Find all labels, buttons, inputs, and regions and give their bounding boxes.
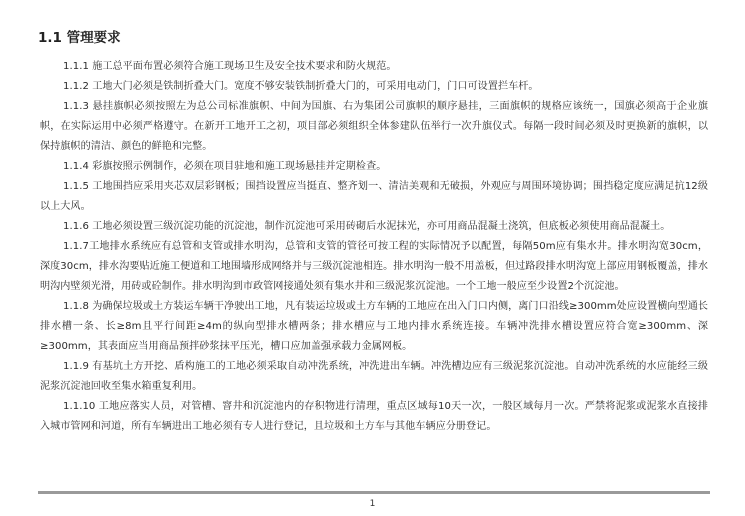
clause-1-1-2: 1.1.2 工地大门必须是铁制折叠大门。宽度不够安装铁制折叠大门的，可采用电动门，门口可设置拦车杆。 bbox=[63, 81, 539, 92]
clause-1-1-4: 1.1.4 彩旗按照示例制作，必须在项目驻地和施工现场悬挂并定期检查。 bbox=[63, 161, 387, 172]
page-number: 1 bbox=[369, 499, 376, 509]
section-body bbox=[40, 57, 708, 437]
clause-1-1-6: 1.1.6 工地必须设置三级沉淀功能的沉淀池，制作沉淀池可采用砖砌后水泥抹光，亦可用商品混凝土浇筑，但底板必须使用商品混凝土。 bbox=[63, 221, 671, 232]
clause-1-1-3: 1.1.3 悬挂旗帜必须按照左为总公司标准旗帜、中间为国旗、右为集团公司旗帜的顺序悬挂，三面旗帜的规格应该统一，国旗必须高于企业旗帜，在实际运用中必须严格遵守。在新开工地开工之初，项目部必须组织全体参建队伍举行一次升旗仪式。每隔一段时间必须及时更换新的旗帜，以保持旗帜的清洁、颜色的鲜艳和完整。 bbox=[40, 101, 708, 152]
clause-1-1-1: 1.1.1 施工总平面布置必须符合施工现场卫生及安全技术要求和防火规范。 bbox=[63, 61, 397, 72]
clause-1-1-10: 1.1.10 工地应落实人员，对管槽、窨井和沉淀池内的存积物进行清理，重点区域每10天一次，一般区域每月一次。严禁将泥浆或泥浆水直接排入城市管网和河道，所有车辆进出工地必须有专人进行登记，且垃圾和土方车与其他车辆应分册登记。 bbox=[40, 401, 708, 432]
section-title: 1.1 管理要求 bbox=[38, 30, 121, 46]
clause-1-1-8: 1.1.8 为确保垃圾或土方装运车辆干净驶出工地，凡有装运垃圾或土方车辆的工地应在出入门口内侧，离门口沿线≥300mm处应设置横向型通长排水槽一条、长≥8m且平行间距≥4m的纵向型排水槽两条；排水槽应与工地内排水系统连接。车辆冲洗排水槽设置应符合宽≥300mm、深≥300mm，其表面应当用商品预拌砂浆抹平压光，槽口应加盖强承载力金属网板。 bbox=[40, 301, 708, 352]
clause-1-1-5: 1.1.5 工地围挡应采用夹芯双层彩钢板；围挡设置应当挺直、整齐划一、清洁美观和无破损，外观应与周围环境协调；围挡稳定度应满足抗12级以上大风。 bbox=[40, 181, 708, 212]
footer-divider bbox=[38, 491, 710, 494]
clause-1-1-9: 1.1.9 有基坑土方开挖、盾构施工的工地必须采取自动冲洗系统，冲洗进出车辆。冲洗槽边应有三级泥浆沉淀池。自动冲洗系统的水应能经三级泥浆沉淀池回收至集水箱重复利用。 bbox=[40, 361, 708, 392]
clause-1-1-7: 1.1.7工地排水系统应有总管和支管或排水明沟，总管和支管的管径可按工程的实际情况予以配置，每隔50m应有集水井。排水明沟宽30cm，深度30cm，排水沟要贴近施工便道和工地围墙形成网络并与三级沉淀池相连。排水明沟一般不用盖板，但过路段排水明沟宽上部应用钢板覆盖，排水明沟内壁须光滑，用砖或砼制作。排水明沟到市政管网接通处须有集水井和三级泥浆沉淀池。一个工地一般应至少设置2个沉淀池。 bbox=[40, 241, 708, 292]
